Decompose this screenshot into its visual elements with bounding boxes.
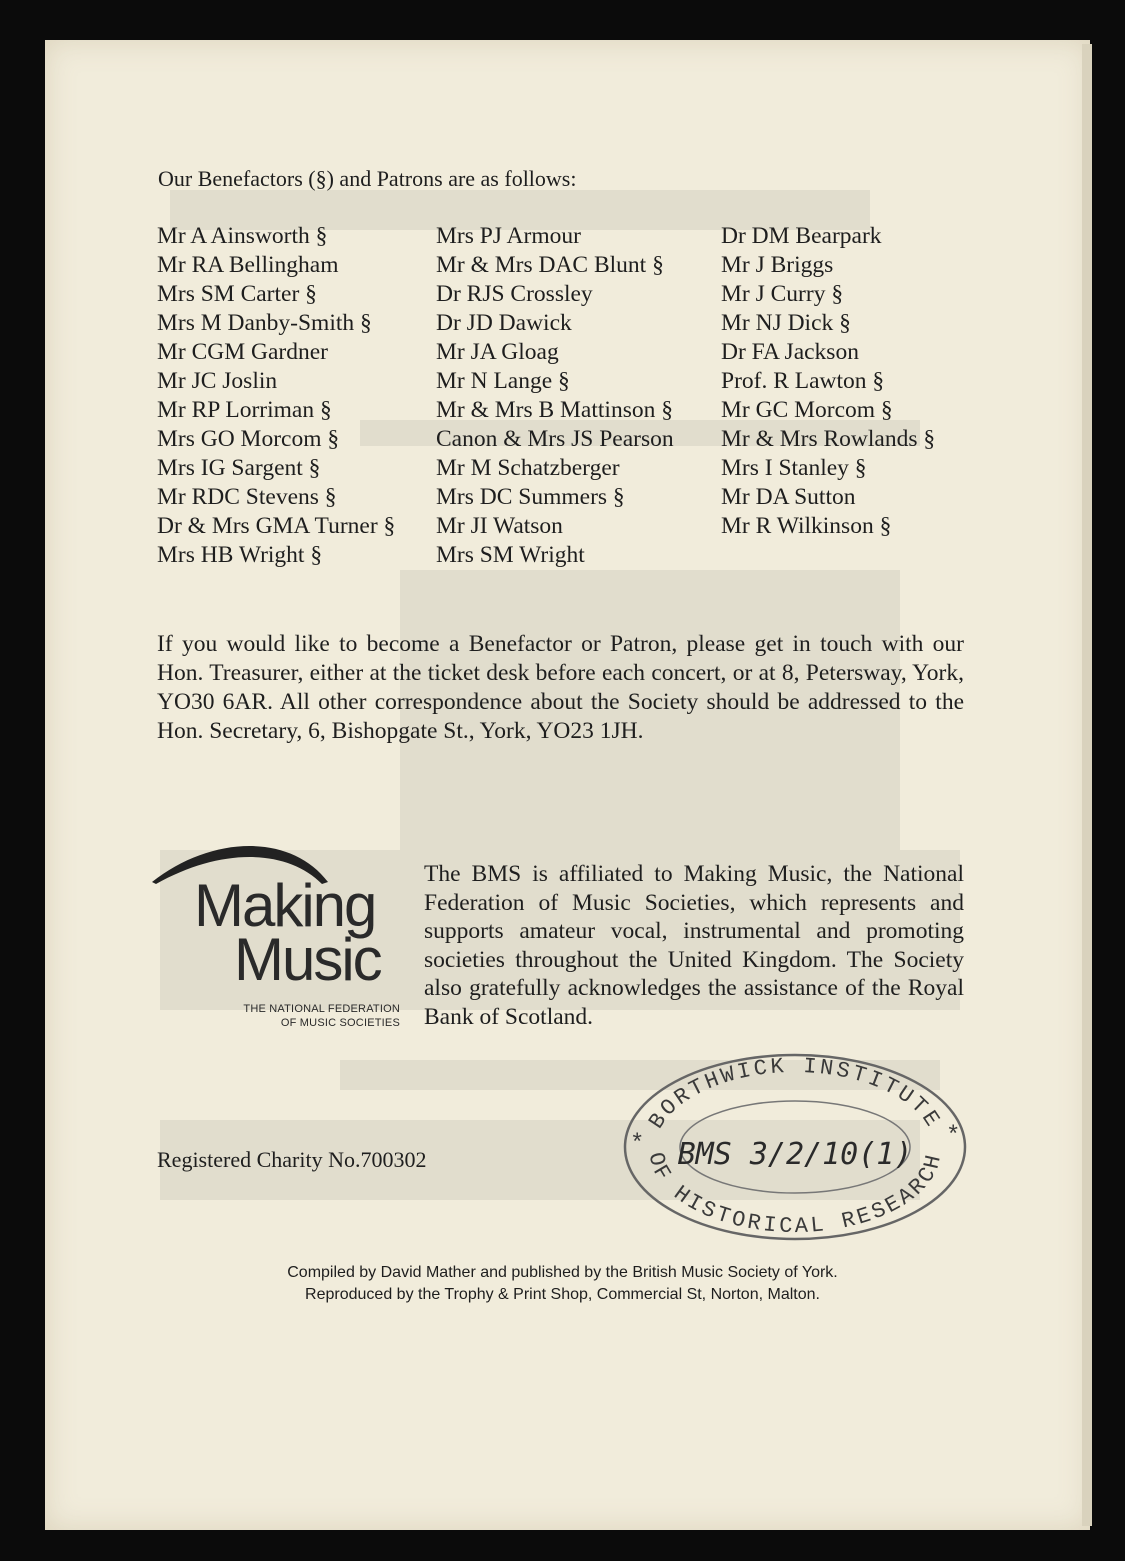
patron-name: Dr JD Dawick [436, 310, 572, 336]
patron-name: Mrs I Stanley § [721, 455, 867, 481]
patron-name: Mr RP Lorriman § [157, 397, 332, 423]
patron-name: Mrs SM Wright [436, 542, 585, 568]
patron-name: Mr NJ Dick § [721, 310, 851, 336]
patron-name: Dr RJS Crossley [436, 281, 593, 307]
patron-name: Mr RDC Stevens § [157, 484, 337, 510]
borthwick-institute-stamp [610, 1042, 980, 1242]
patrons-column-2 [436, 222, 674, 570]
patron-name: Mr CGM Gardner [157, 339, 328, 365]
patron-name: Prof. R Lawton § [721, 368, 885, 394]
footer-line-reproduced: Reproduced by the Trophy & Print Shop, Commercial St, Norton, Malton. [305, 1286, 820, 1303]
patron-name: Dr DM Bearpark [721, 223, 882, 249]
patron-name: Mr M Schatzberger [436, 455, 620, 481]
patrons-column-3 [721, 222, 935, 541]
patron-name: Mr R Wilkinson § [721, 513, 892, 539]
patron-name: Mr & Mrs B Mattinson § [436, 397, 673, 423]
logo-subtitle-line2: OF MUSIC SOCIETIES [280, 1017, 400, 1029]
footer-line-compiled: Compiled by David Mather and published by the British Music Society of York. [287, 1264, 838, 1281]
patron-name: Dr FA Jackson [721, 339, 859, 365]
become-benefactor-paragraph: If you would like to become a Benefactor or Patron, please get in touch with our Hon. Treasurer, either at the ticket desk before each concert, or at 8, Petersway, York, YO30 6AR. All other correspondence about the Society should be addressed to the Hon. Secretary, 6, Bishopgate St., York, YO23 1JH. [157, 631, 964, 744]
patron-name: Mr DA Sutton [721, 484, 856, 510]
patrons-column-1 [157, 222, 395, 570]
benefactors-intro: Our Benefactors (§) and Patrons are as follows: [158, 166, 577, 191]
patron-name: Mrs HB Wright § [157, 542, 323, 568]
patron-name: Mr RA Bellingham [157, 252, 339, 278]
patron-name: Mrs M Danby-Smith § [157, 310, 372, 336]
patron-name: Mrs DC Summers § [436, 484, 625, 510]
publication-footer [150, 1262, 975, 1306]
patron-name: Mr JC Joslin [157, 368, 278, 394]
patron-name: Mr JI Watson [436, 513, 563, 539]
patron-name: Mr N Lange § [436, 368, 570, 394]
logo-word-music: Music [234, 926, 381, 993]
registered-charity-number: Registered Charity No.700302 [157, 1147, 427, 1172]
patron-name: Mr & Mrs DAC Blunt § [436, 252, 664, 278]
patron-name: Mrs GO Morcom § [157, 426, 340, 452]
stamp-top-text: BORTHWICK INSTITUTE [644, 1054, 946, 1134]
patron-name: Mrs IG Sargent § [157, 455, 321, 481]
stamp-star-left: * [630, 1131, 645, 1158]
stamp-star-right: * [946, 1123, 961, 1150]
logo-subtitle-line1: THE NATIONAL FEDERATION [243, 1003, 400, 1015]
patron-name: Mrs SM Carter § [157, 281, 317, 307]
logo-word-making: Making [194, 872, 376, 939]
stamp-reference: BMS 3/2/10(1) [677, 1137, 913, 1172]
patron-name: Mr & Mrs Rowlands § [721, 426, 936, 452]
making-music-logo [150, 838, 410, 1038]
patron-name: Mrs PJ Armour [436, 223, 581, 249]
patron-name: Mr JA Gloag [436, 339, 559, 365]
patron-name: Dr & Mrs GMA Turner § [157, 513, 396, 539]
affiliation-paragraph: The BMS is affiliated to Making Music, the National Federation of Music Societies, which represents and supports amateur vocal, instrumental and promoting societies throughout the United Kingdom. The Society also gratefully acknowledges the assistance of the Royal Bank of Scotland. [424, 861, 964, 1030]
patron-name: Canon & Mrs JS Pearson [436, 426, 674, 452]
page-edge [1082, 44, 1092, 1526]
stamp-bottom-text: OF HISTORICAL RESEARCH [642, 1150, 948, 1240]
patron-name: Mr A Ainsworth § [157, 223, 328, 249]
patron-name: Mr J Curry § [721, 281, 844, 307]
patron-name: Mr J Briggs [721, 252, 834, 278]
patron-name: Mr GC Morcom § [721, 397, 893, 423]
